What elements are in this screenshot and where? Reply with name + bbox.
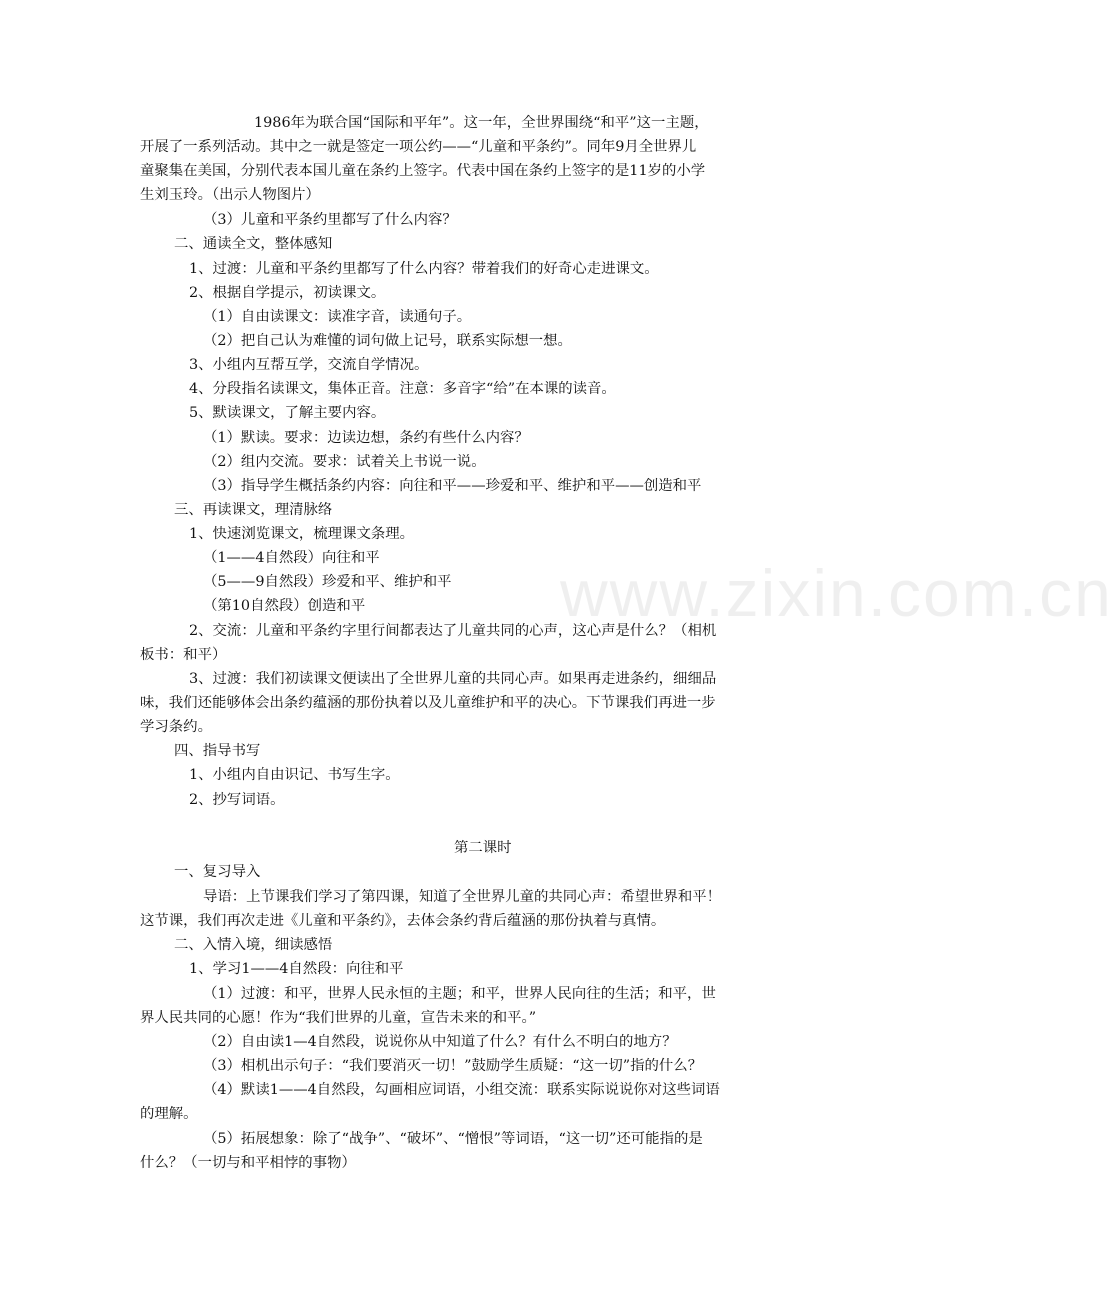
line-10: （2）把自己认为难懂的词句做上记号，联系实际想一想。 — [203, 333, 572, 349]
line-13: 5、默读课文，了解主要内容。 — [189, 405, 386, 421]
line-28: 1、小组内自由识记、书写生字。 — [189, 767, 400, 783]
line-9: （1）自由读课文：读准字音，读通句子。 — [203, 309, 472, 325]
line-42: （5）拓展想象：除了“战争”、“破坏”、“憎恨”等词语，“这一切”还可能指的是 — [203, 1131, 703, 1147]
line-7: 1、过渡：儿童和平条约里都写了什么内容？带着我们的好奇心走进课文。 — [189, 261, 659, 277]
line-29: 2、抄写词语。 — [189, 792, 285, 808]
heading-section-1: 一、复习导入 — [174, 864, 261, 880]
line-18: 1、快速浏览课文，梳理课文条理。 — [189, 526, 415, 542]
line-11: 3、小组内互帮互学，交流自学情况。 — [189, 357, 429, 373]
heading-section-4: 四、指导书写 — [174, 743, 261, 759]
line-32: 导语：上节课我们学习了第四课，知道了全世界儿童的共同心声：希望世界和平！ — [203, 889, 722, 905]
heading-section-3: 三、再读课文，理清脉络 — [174, 502, 333, 518]
line-1: 1986年为联合国“国际和平年”。这一年，全世界围绕“和平”这一主题， — [254, 115, 709, 131]
line-37: 界人民共同的心愿！作为“我们世界的儿童，宣告未来的和平。” — [140, 1010, 537, 1026]
line-25: 味，我们还能够体会出条约蕴涵的那份执着以及儿童维护和平的决心。下节课我们再进一步 — [140, 695, 716, 711]
line-23: 板书：和平） — [140, 647, 227, 663]
line-5: （3）儿童和平条约里都写了什么内容？ — [203, 212, 457, 228]
line-21: （第10自然段）创造和平 — [203, 598, 366, 614]
heading-section-2: 二、通读全文，整体感知 — [174, 236, 333, 252]
line-33: 这节课，我们再次走进《儿童和平条约》，去体会条约背后蕴涵的那份执着与真情。 — [140, 913, 666, 929]
line-20: （5——9自然段）珍爱和平、维护和平 — [203, 574, 452, 590]
watermark: www.zixin.com.cn — [560, 556, 1113, 630]
line-14: （1）默读。要求：边读边想，条约有些什么内容？ — [203, 430, 529, 446]
lesson-title: 第二课时 — [454, 840, 512, 856]
line-35: 1、学习1——4自然段：向往和平 — [189, 961, 404, 977]
line-26: 学习条约。 — [140, 719, 212, 735]
line-2: 开展了一系列活动。其中之一就是签定一项公约——“儿童和平条约”。同年9月全世界儿 — [140, 139, 697, 155]
line-40: （4）默读1——4自然段，勾画相应词语，小组交流：联系实际说说你对这些词语 — [203, 1082, 720, 1098]
line-19: （1——4自然段）向往和平 — [203, 550, 380, 566]
line-43: 什么？（一切与和平相悖的事物） — [140, 1155, 356, 1171]
line-15: （2）组内交流。要求：试着关上书说一说。 — [203, 454, 486, 470]
line-12: 4、分段指名读课文，集体正音。注意：多音字“给”在本课的读音。 — [189, 381, 616, 397]
heading-section-2b: 二、入情入境，细读感悟 — [174, 937, 333, 953]
line-36: （1）过渡：和平，世界人民永恒的主题；和平，世界人民向往的生活；和平，世 — [203, 986, 716, 1002]
line-4: 生刘玉玲。（出示人物图片） — [140, 187, 320, 203]
line-41: 的理解。 — [140, 1106, 198, 1122]
line-3: 童聚集在美国，分别代表本国儿童在条约上签字。代表中国在条约上签字的是11岁的小学 — [140, 163, 706, 179]
line-8: 2、根据自学提示，初读课文。 — [189, 285, 386, 301]
line-39: （3）相机出示句子：“我们要消灭一切！”鼓励学生质疑：“这一切”指的什么？ — [203, 1058, 703, 1074]
line-24: 3、过渡：我们初读课文便读出了全世界儿童的共同心声。如果再走进条约，细细品 — [189, 671, 717, 687]
line-38: （2）自由读1—4自然段，说说你从中知道了什么？有什么不明白的地方？ — [203, 1034, 677, 1050]
line-22: 2、交流：儿童和平条约字里行间都表达了儿童共同的心声，这心声是什么？（相机 — [189, 623, 717, 639]
line-16: （3）指导学生概括条约内容：向往和平——珍爱和平、维护和平——创造和平 — [203, 478, 702, 494]
